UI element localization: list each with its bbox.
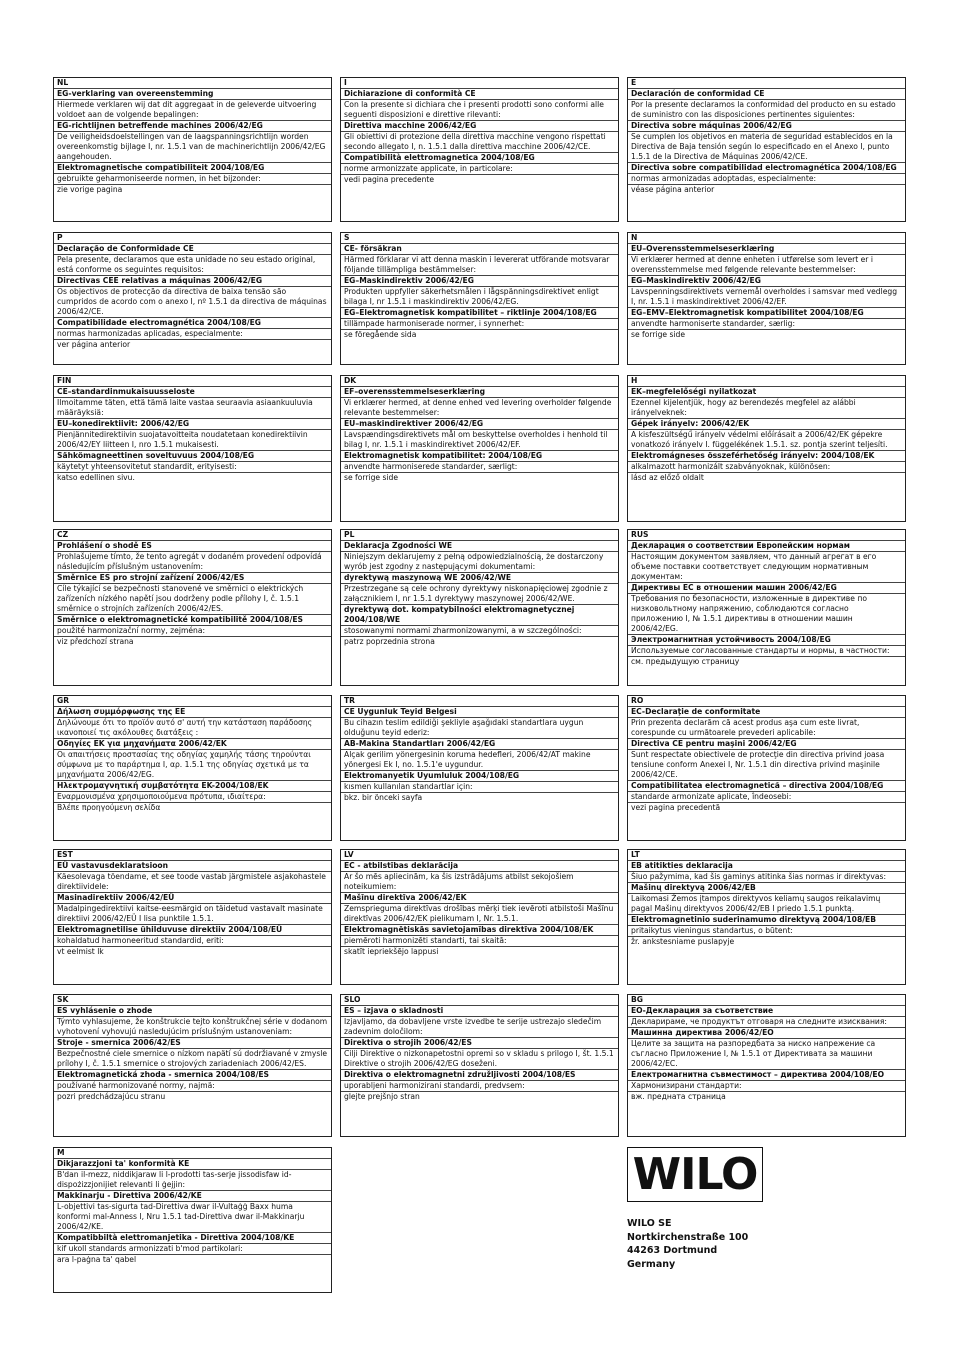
directive-heading: Elektromagnetilise ühilduvuse direktiiv 2004/108/EÜ bbox=[54, 925, 331, 936]
declaration-text: Hiermede verklaren wij dat dit aggregaat in de geleverde uitvoering voldoet aan de volgende bepalingen: bbox=[54, 100, 331, 121]
declaration-text: Δηλώνουμε ότι το προϊόν αυτό σ' αυτή την κατάσταση παράδοσης ικανοποιεί τις ακόλουθες διατάξεις : bbox=[54, 718, 331, 739]
directive-heading: Машинна директива 2006/42/ЕО bbox=[628, 1028, 905, 1039]
declaration-card-slo bbox=[340, 994, 619, 1137]
directive-heading: Dikjarazzjoni ta' konformità KE bbox=[54, 1159, 331, 1170]
declaration-text: Используемые согласованные стандарты и нормы, в частности: bbox=[628, 646, 905, 657]
declaration-text: Pienjännitedirektiivin suojatavoitteita noudatetaan konedirektiivin 2006/42/EY liitteen I, nro 1.5.1 mukaisesti. bbox=[54, 430, 331, 451]
declaration-text: Ezennel kijelentjük, hogy az berendezés megfelel az alábbi irányelveknek: bbox=[628, 398, 905, 419]
declaration-card-p bbox=[53, 232, 332, 365]
declaration-text: Lavspændingsdirektivets mål om beskyttelse overholdes i henhold til bilag I, nr. 1.5.1 i maskindirektivet 2006/42/EF. bbox=[341, 430, 618, 451]
language-code: RUS bbox=[628, 530, 905, 541]
directive-heading: Gépek irányelv: 2006/42/EK bbox=[628, 419, 905, 430]
directive-heading: Электромагнитная устойчивость 2004/108/EG bbox=[628, 635, 905, 646]
declaration-card-pl bbox=[340, 529, 619, 686]
declaration-text: alkalmazott harmonizált szabványoknak, különösen: bbox=[628, 462, 905, 473]
declaration-text: anvendte harmoniserede standarder, særligt: bbox=[341, 462, 618, 473]
declaration-text: Οι απαιτήσεις προστασίας της οδηγίας χαμηλής τάσης τηρούνται σύμφωνα με το παράρτημα I, αρ. 1.5.1 της οδηγίας σχετικά με τα μηχανήματα 2006/42/EG. bbox=[54, 750, 331, 781]
directive-heading: Declaración de conformidad CE bbox=[628, 89, 905, 100]
declaration-card-n bbox=[627, 232, 906, 365]
declaration-text: se föregående sida bbox=[344, 330, 417, 339]
declaration-text: bkz. bir önceki sayfa bbox=[344, 793, 423, 802]
declaration-text: vt eelmist lk bbox=[57, 947, 104, 956]
address-line-country: Germany bbox=[627, 1258, 676, 1270]
declaration-text: Härmed förklarar vi att denna maskin i levererat utförande motsvarar följande tillämpliga bestämmelser: bbox=[341, 255, 618, 276]
language-code: LT bbox=[628, 850, 905, 861]
directive-heading: EG-richtlijnen betreffende machines 2006/42/EG bbox=[54, 121, 331, 132]
declaration-card-h bbox=[627, 375, 906, 522]
declaration-text: Ar šo mēs apliecinām, ka šis izstrādājums atbilst sekojošiem noteikumiem: bbox=[341, 872, 618, 893]
language-code: TR bbox=[341, 696, 618, 707]
declaration-text: Требования по безопасности, изложенные в директиве по низковольтному напряжению, соблюдаются согласно приложению I, № 1.5.1 директивы в отношении машин 2006/42/EG. bbox=[628, 594, 905, 635]
declaration-text: norme armonizzate applicate, in particolare: bbox=[341, 164, 618, 175]
company-address bbox=[627, 1217, 748, 1271]
language-code: BG bbox=[628, 995, 905, 1006]
directive-heading: ЕО-Декларация за съответствие bbox=[628, 1006, 905, 1017]
directive-heading: Compatibilidade electromagnética 2004/108/EG bbox=[54, 318, 331, 329]
directive-heading: Kompatibbiltà elettromanjetika - Direttiva 2004/108/KE bbox=[54, 1233, 331, 1244]
directive-heading: Οδηγίες EK για μηχανήματα 2006/42/EK bbox=[54, 739, 331, 750]
language-code: DK bbox=[341, 376, 618, 387]
declaration-text: pritaikytus vieningus standartus, o būtent: bbox=[628, 926, 905, 937]
declaration-text: De veiligheidsdoelstellingen van de laagspanningsrichtlijn worden overeenkomstig bijlage I, nr. 1.5.1 van de machinerichtlijn 2006/42/EG aangehouden. bbox=[54, 132, 331, 163]
language-code: CZ bbox=[54, 530, 331, 541]
directive-heading: EG–Maskindirektiv 2006/42/EG bbox=[341, 276, 618, 287]
language-code: SLO bbox=[341, 995, 618, 1006]
declaration-text: Os objectivos de protecção da directiva de baixa tensão são cumpridos de acordo com o anexo I, nº 1.5.1 da directiva de máquinas 2006/42/CE. bbox=[54, 287, 331, 318]
language-code: RO bbox=[628, 696, 905, 707]
declaration-card-e bbox=[627, 77, 906, 222]
directive-heading: Elektromágneses összeférhetőség irányelv: 2004/108/EK bbox=[628, 451, 905, 462]
declaration-text: stosowanymi normami zharmonizowanymi, a w szczególności: bbox=[341, 626, 618, 637]
declaration-card-lt bbox=[627, 849, 906, 985]
language-code: GR bbox=[54, 696, 331, 707]
declaration-text: Ilmoitamme täten, että tämä laite vastaa seuraavia asiaankuuluvia määräyksiä: bbox=[54, 398, 331, 419]
directive-heading: EG-verklaring van overeenstemming bbox=[54, 89, 331, 100]
declaration-card-fin bbox=[53, 375, 332, 522]
language-code: S bbox=[341, 233, 618, 244]
address-line-city: 44263 Dortmund bbox=[627, 1245, 718, 1256]
declaration-text: skatīt iepriekšējo lappusi bbox=[344, 947, 439, 956]
directive-heading: EF–overensstemmelseserklæring bbox=[341, 387, 618, 398]
declaration-text: standarde armonizate aplicate, îndeosebi: bbox=[628, 792, 905, 803]
address-line-street: Nortkirchenstraße 100 bbox=[627, 1231, 749, 1243]
directive-heading: Ηλεκτρομαγνητική συμβατότητα EK-2004/108/EK bbox=[54, 781, 331, 792]
declaration-card-m bbox=[53, 1147, 332, 1293]
declaration-text: L-objettivi tas-sigurta tad-Direttiva dwar il-Vultaġġ Baxx huma konformi mal-Anness I, Nru 1.5.1 tad-Direttiva dwar il-Makkinarju 2006/42/KE. bbox=[54, 1202, 331, 1233]
declaration-text: Przestrzegane są cele ochrony dyrektywy niskonapięciowej zgodnie z załącznikiem I, nr 1.5.1 dyrektywy maszynowej 2006/42/WE. bbox=[341, 584, 618, 605]
logo-wordmark: WILO bbox=[632, 1148, 758, 1200]
declaration-text: A kisfeszültségű irányelv védelmi előírásait a 2006/42/EK gépekre vonatkozó irányelv I. függelékének 1.5.1. sz. pontja szerint teljesíti. bbox=[628, 430, 905, 451]
language-code: EST bbox=[54, 850, 331, 861]
declaration-text: ver página anterior bbox=[57, 340, 131, 349]
declaration-text: Prin prezenta declarăm că acest produs aşa cum este livrat, corespunde cu următoarele prevederi aplicabile: bbox=[628, 718, 905, 739]
declaration-text: ara l-paġna ta' qabel bbox=[57, 1255, 137, 1264]
declaration-text: Настоящим документом заявляем, что данный агрегат в его объеме поставки соответствует следующим нормативным документам: bbox=[628, 552, 905, 583]
declaration-text: se forrige side bbox=[631, 330, 686, 339]
declaration-text: Lavspenningsdirektivets vernemål overholdes i samsvar med vedlegg I, nr. 1.5.1 i maskindirektivet 2006/42/EF. bbox=[628, 287, 905, 308]
directive-heading: Директивы ЕС в отношении машин 2006/42/EG bbox=[628, 583, 905, 594]
directive-heading: AB-Makina Standartları 2006/42/EG bbox=[341, 739, 618, 750]
directive-heading: Makkinarju - Direttiva 2006/42/KE bbox=[54, 1191, 331, 1202]
wilo-logo bbox=[627, 1147, 763, 1202]
language-code: NL bbox=[54, 78, 331, 89]
address-line-company: WILO SE bbox=[627, 1218, 672, 1229]
declaration-text: Madalpingedirektiivi kaitse-eesmärgid on täidetud vastavalt masinate direktiivi 2006/42/EÜ I lisa punktile 1.5.1. bbox=[54, 904, 331, 925]
declaration-text: Gli obiettivi di protezione della direttiva macchine vengono rispettati secondo allegato I, n. 1.5.1 dalla direttiva macchine 2006/42/CE. bbox=[341, 132, 618, 153]
declaration-text: см. предыдущую страницу bbox=[631, 657, 740, 666]
directive-heading: Електромагнитна съвместимост – директива 2004/108/ЕО bbox=[628, 1070, 905, 1081]
declaration-text: Produkten uppfyller säkerhetsmålen i lågspänningsdirektivet enligt bilaga I, nr 1.5.1 i maskindirektiv 2006/42/EG. bbox=[341, 287, 618, 308]
declaration-text: Целите за защита на разпоредбата за ниско напрежение са съгласно Приложение I, № 1.5.1 от Директивата за машини 2006/42/EC. bbox=[628, 1039, 905, 1070]
declaration-card-nl bbox=[53, 77, 332, 222]
directive-heading: EG–Maskindirektiv 2006/42/EG bbox=[628, 276, 905, 287]
directive-heading: Směrnice ES pro strojní zařízení 2006/42/ES bbox=[54, 573, 331, 584]
declaration-text: Laikomasi Žemos įtampos direktyvos keliamų saugos reikalavimų pagal Mašinų direktyvos 2006/42/EB I priedo 1.5.1 punktą. bbox=[628, 894, 905, 915]
declaration-text: Vi erklærer hermed, at denne enhed ved levering overholder følgende relevante bestemmelser: bbox=[341, 398, 618, 419]
declaration-text: glejte prejšnjo stran bbox=[344, 1092, 420, 1101]
declaration-text: Prohlašujeme tímto, že tento agregát v dodaném provedení odpovídá následujícím příslušným ustanovením: bbox=[54, 552, 331, 573]
language-code: I bbox=[341, 78, 618, 89]
directive-heading: Direktiva o strojih 2006/42/ES bbox=[341, 1038, 618, 1049]
directive-heading: CE–standardinmukaisuusseloste bbox=[54, 387, 331, 398]
directive-heading: Δήλωση συμμόρφωσης της ΕΕ bbox=[54, 707, 331, 718]
language-code: E bbox=[628, 78, 905, 89]
directive-heading: ES vyhlásenie o zhode bbox=[54, 1006, 331, 1017]
declaration-card-dk bbox=[340, 375, 619, 522]
declaration-card-ro bbox=[627, 695, 906, 841]
directive-heading: Elektromagnētiskās savietojamības direktīva 2004/108/EK bbox=[341, 925, 618, 936]
language-code: P bbox=[54, 233, 331, 244]
directive-heading: Elektromagnetisk kompatibilitet: 2004/108/EG bbox=[341, 451, 618, 462]
directive-heading: Deklaracja Zgodności WE bbox=[341, 541, 618, 552]
declaration-text: uporabljeni harmonizirani standardi, predvsem: bbox=[341, 1081, 618, 1092]
directive-heading: EC-Declaraţie de conformitate bbox=[628, 707, 905, 718]
directive-heading: Direttiva macchine 2006/42/EG bbox=[341, 121, 618, 132]
directive-heading: Compatibilitatea electromagnetică – directiva 2004/108/EG bbox=[628, 781, 905, 792]
directive-heading: EU–Overensstemmelseserklæring bbox=[628, 244, 905, 255]
declaration-text: Se cumplen los objetivos en materia de seguridad establecidos en la Directiva de Baja tensión según lo especificado en el Anexo I, punto 1.5.1 de la Directiva de Máquinas 2006/42/CE. bbox=[628, 132, 905, 163]
declaration-text: Šiuo pažymima, kad šis gaminys atitinka šias normas ir direktyvas: bbox=[628, 872, 905, 883]
directive-heading: dyrektywą maszynową WE 2006/42/WE bbox=[341, 573, 618, 584]
declaration-card-bg bbox=[627, 994, 906, 1137]
language-code: LV bbox=[341, 850, 618, 861]
directive-heading: EU–maskindirektiver 2006/42/EG bbox=[341, 419, 618, 430]
declaration-text: Con la presente si dichiara che i presenti prodotti sono conformi alle seguenti disposizioni e direttive rilevanti: bbox=[341, 100, 618, 121]
directive-heading: Декларация о соответствии Европейским нормам bbox=[628, 541, 905, 552]
declaration-text: Декларираме, че продуктът отговаря на следните изисквания: bbox=[628, 1017, 905, 1028]
directive-heading: CE Uygunluk Teyid Belgesi bbox=[341, 707, 618, 718]
declaration-card-tr bbox=[340, 695, 619, 841]
declaration-text: Vi erklærer hermed at denne enheten i utførelse som levert er i overensstemmelse med følgende relevante bestemmelser: bbox=[628, 255, 905, 276]
directive-heading: CE- försäkran bbox=[341, 244, 618, 255]
directive-heading: EÜ vastavusdeklaratsioon bbox=[54, 861, 331, 872]
declaration-text: normas armonizadas adoptadas, especialmente: bbox=[628, 174, 905, 185]
directive-heading: Sähkömagneettinen soveltuvuus 2004/108/EG bbox=[54, 451, 331, 462]
directive-heading: Declaração de Conformidade CE bbox=[54, 244, 331, 255]
language-code: SK bbox=[54, 995, 331, 1006]
declaration-text: Εναρμονισμένα χρησιμοποιούμενα πρότυπα, ιδιαίτερα: bbox=[54, 792, 331, 803]
declaration-text: Pela presente, declaramos que esta unidade no seu estado original, está conforme os seguintes requisitos: bbox=[54, 255, 331, 276]
declaration-text: pozri predchádzajúcu stranu bbox=[57, 1092, 166, 1101]
declaration-card-i bbox=[340, 77, 619, 222]
declaration-text: katso edellinen sivu. bbox=[57, 473, 135, 482]
declaration-card-gr bbox=[53, 695, 332, 841]
declaration-text: B'dan il-mezz, niddikjaraw li l-prodotti tas-serje jissodisfaw id-dispożizzjonijiet relevanti li ġejjin: bbox=[54, 1170, 331, 1191]
directive-heading: Direktiva o elektromagnetni združljivosti 2004/108/ES bbox=[341, 1070, 618, 1081]
declaration-text: Bu cihazın teslim edildiği şekliyle aşağıdaki standartlara uygun olduğunu teyid ederiz: bbox=[341, 718, 618, 739]
declaration-text: Sunt respectate obiectivele de protecţie din directiva privind joasa tensiune conform Anexei I, Nr. 1.5.1 din directiva privind maşinile 2006/42/CE. bbox=[628, 750, 905, 781]
directive-heading: Stroje - smernica 2006/42/ES bbox=[54, 1038, 331, 1049]
declaration-text: Cilji Direktive o nizkonapetostni opremi so v skladu s prilogo I, št. 1.5.1 Direktive o strojih 2006/42/EG doseženi. bbox=[341, 1049, 618, 1070]
directive-heading: Směrnice o elektromagnetické kompatibilitě 2004/108/ES bbox=[54, 615, 331, 626]
declaration-text: žr. ankstesniame puslapyje bbox=[631, 937, 735, 946]
declaration-text: kif ukoll standards armonizzati b'mod partikolari: bbox=[54, 1244, 331, 1255]
declaration-text: вж. предната страница bbox=[631, 1092, 726, 1101]
declaration-text: Хармонизирани стандарти: bbox=[628, 1081, 905, 1092]
directive-heading: Directiva CE pentru maşini 2006/42/EG bbox=[628, 739, 905, 750]
declaration-text: Por la presente declaramos la conformidad del producto en su estado de suministro con las disposiciones pertinentes siguientes: bbox=[628, 100, 905, 121]
directive-heading: ES – izjava o skladnosti bbox=[341, 1006, 618, 1017]
declaration-card-rus bbox=[627, 529, 906, 686]
declaration-card-est bbox=[53, 849, 332, 985]
directive-heading: Directiva sobre compatibilidad electromagnética 2004/108/EG bbox=[628, 163, 905, 174]
directive-heading: Directiva sobre máquinas 2006/42/EG bbox=[628, 121, 905, 132]
declaration-text: kohaldatud harmoneeritud standardid, eriti: bbox=[54, 936, 331, 947]
directive-heading: Prohlášení o shodě ES bbox=[54, 541, 331, 552]
directive-heading: dyrektywą dot. kompatybilności elektromagnetycznej 2004/108/WE bbox=[341, 605, 618, 626]
declaration-text: Bezpečnostné ciele smernice o nízkom napätí sú dodržiavané v zmysle prílohy I, č. 1.5.1 smernice o strojových zariadeniach 2006/42/ES. bbox=[54, 1049, 331, 1070]
declaration-text: piemēroti harmonizēti standarti, tai skaitā: bbox=[341, 936, 618, 947]
declaration-text: tillämpade harmoniserade normer, i synnerhet: bbox=[341, 319, 618, 330]
declaration-text: Cíle týkající se bezpečnosti stanovené ve směrnici o elektrických zařízeních nízkého napětí jsou dodrženy podle přílohy I, č. 1.5.1 směrnice o strojních zařízeních 2006/42/ES. bbox=[54, 584, 331, 615]
declaration-text: Niniejszym deklarujemy z pełną odpowiedzialnością, że dostarczony wyrób jest zgodny z następującymi dokumentami: bbox=[341, 552, 618, 573]
language-code: M bbox=[54, 1148, 331, 1159]
language-code: PL bbox=[341, 530, 618, 541]
directive-heading: Elektromagnetinio suderinamumo direktyvą 2004/108/EB bbox=[628, 915, 905, 926]
declaration-text: se forrige side bbox=[344, 473, 399, 482]
directive-heading: EG–Elektromagnetisk kompatibilitet – riktlinje 2004/108/EG bbox=[341, 308, 618, 319]
declaration-text: používané harmonizované normy, najmä: bbox=[54, 1081, 331, 1092]
directive-heading: EK–megfelelőségi nyilatkozat bbox=[628, 387, 905, 398]
directive-heading: EB atitikties deklaracija bbox=[628, 861, 905, 872]
directive-heading: Directivas CEE relativas a máquinas 2006/42/EG bbox=[54, 276, 331, 287]
declaration-text: véase página anterior bbox=[631, 185, 715, 194]
directive-heading: Mašīnu direktīva 2006/42/EK bbox=[341, 893, 618, 904]
declaration-card-sk bbox=[53, 994, 332, 1137]
declaration-text: Izjavljamo, da dobavljene vrste izvedbe te serije ustrezajo sledečim zadevnim določilom: bbox=[341, 1017, 618, 1038]
declaration-text: kısmen kullanılan standartlar için: bbox=[341, 782, 618, 793]
declaration-text: viz předchozí strana bbox=[57, 637, 134, 646]
directive-heading: Elektromanyetik Uyumluluk 2004/108/EG bbox=[341, 771, 618, 782]
declaration-text: patrz poprzednia strona bbox=[344, 637, 435, 646]
directive-heading: EU–konedirektiivit: 2006/42/EG bbox=[54, 419, 331, 430]
directive-heading: EC - atbilstības deklarācija bbox=[341, 861, 618, 872]
declaration-card-cz bbox=[53, 529, 332, 686]
declaration-card-lv bbox=[340, 849, 619, 985]
declaration-text: lásd az előző oldalt bbox=[631, 473, 704, 482]
declaration-card-s bbox=[340, 232, 619, 365]
declaration-text: Käesolevaga tõendame, et see toode vastab järgmistele asjakohastele direktiividele: bbox=[54, 872, 331, 893]
directive-heading: EG–EMV–Elektromagnetisk kompatibilitet 2004/108/EG bbox=[628, 308, 905, 319]
declaration-text: Alçak gerilim yönergesinin koruma hedefleri, 2006/42/AT makine yönergesi Ek I, no. 1.5.1'e uygundur. bbox=[341, 750, 618, 771]
directive-heading: Dichiarazione di conformità CE bbox=[341, 89, 618, 100]
directive-heading: Compatibilità elettromagnetica 2004/108/EG bbox=[341, 153, 618, 164]
directive-heading: Mašinų direktyvą 2006/42/EB bbox=[628, 883, 905, 894]
declaration-text: normas harmonizadas aplicadas, especialmente: bbox=[54, 329, 331, 340]
declaration-text: Βλέπε προηγούμενη σελίδα bbox=[57, 803, 161, 812]
directive-heading: Elektromagnetická zhoda - smernica 2004/108/ES bbox=[54, 1070, 331, 1081]
declaration-text: anvendte harmoniserte standarder, særlig: bbox=[628, 319, 905, 330]
declaration-text: käytetyt yhteensovitetut standardit, erityisesti: bbox=[54, 462, 331, 473]
language-code: N bbox=[628, 233, 905, 244]
directive-heading: Elektromagnetische compatibiliteit 2004/108/EG bbox=[54, 163, 331, 174]
language-code: FIN bbox=[54, 376, 331, 387]
declaration-text: použité harmonizační normy, zejména: bbox=[54, 626, 331, 637]
declaration-text: gebruikte geharmoniseerde normen, in het bijzonder: bbox=[54, 174, 331, 185]
declaration-text: Zemsprieguma direktīvas drošības mērķi tiek ievēroti atbilstoši Mašīnu direktīvas 2006/42/EK pielikumam I, Nr. 1.5.1. bbox=[341, 904, 618, 925]
declaration-text: zie vorige pagina bbox=[57, 185, 123, 194]
declaration-text: vedi pagina precedente bbox=[344, 175, 435, 184]
declaration-text: Týmto vyhlasujeme, že konštrukcie tejto konštrukčnej série v dodanom vyhotovení vyhovujú nasledujúcim príslušným ustanoveniam: bbox=[54, 1017, 331, 1038]
directive-heading: Masinadirektiiv 2006/42/EÜ bbox=[54, 893, 331, 904]
language-code: H bbox=[628, 376, 905, 387]
declaration-text: vezi pagina precedentă bbox=[631, 803, 721, 812]
